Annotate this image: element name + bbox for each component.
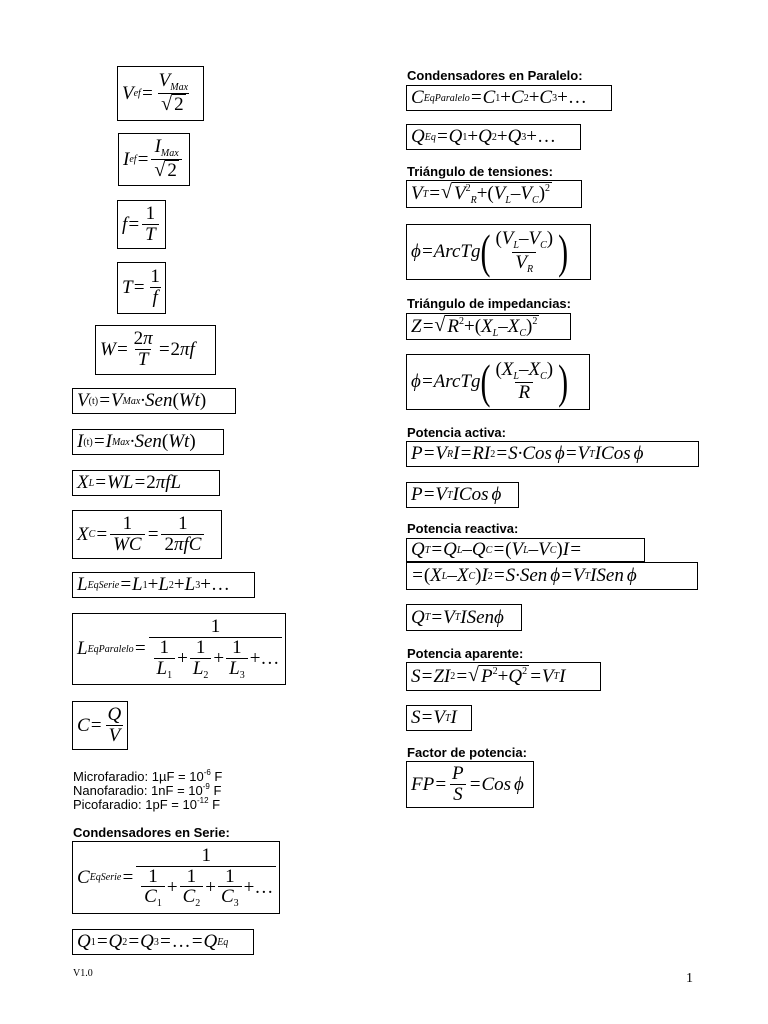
formula-p: P=V R I=RI 2 =S·Cos ϕ=V T ICos ϕ bbox=[406, 441, 699, 467]
formula-vt: V (t) =V Max ·Sen ( Wt ) bbox=[72, 388, 236, 414]
formula-capacitance: C= $\frac{Q}{V}$ bbox=[72, 701, 128, 750]
unit-note-nano: Nanofaradio: $1nF = 10^{-9}$ F bbox=[73, 782, 222, 798]
formula-phi-impedancias: ϕ=ArcTg ( $\frac{(X_L-X_C)}{R}$ ) bbox=[406, 354, 590, 410]
formula-s: S=ZI 2 = √ $P^2+Q^2$ =V T I bbox=[406, 662, 601, 691]
formula-q-serie: Q 1 =Q 2 =Q 3 = … =Q Eq bbox=[72, 929, 254, 955]
version-label: V1.0 bbox=[73, 968, 93, 979]
formula-it: I (t) =I Max ·Sen ( Wt ) bbox=[72, 429, 224, 455]
formula-fp: FP= $\frac{P}{S}$ =Cos ϕ bbox=[406, 761, 534, 808]
unit-note-pico: Picofaradio: $1pF = 10^{-12}$ F bbox=[73, 796, 221, 812]
unit-note-micro: Microfaradio: $1\mu F = 10^{-6}$ F bbox=[73, 768, 223, 784]
heading-impedancias: Triángulo de impedancias: bbox=[407, 296, 571, 311]
heading-serie: Condensadores en Serie: bbox=[73, 825, 230, 840]
formula-l-paralelo: L EqParalelo = 1 $\frac{1}{L_1}$ + $\frac{1}{L_2}$ + $\frac{1}{L_3}$ +… bbox=[72, 613, 286, 685]
formula-q-line1: Q T =Q L – Q C = ( V L – V C ) I= bbox=[406, 538, 645, 562]
formula-q-line2: = ( X L – X C ) I 2 =S·Sen ϕ=V T ISen ϕ bbox=[406, 562, 698, 590]
formula-period: T= $\frac{1}{f}$ bbox=[117, 262, 166, 314]
heading-activa: Potencia activa: bbox=[407, 425, 506, 440]
formula-z: Z= √ $R^2+(X_L-X_C)^2$ bbox=[406, 313, 571, 340]
formula-l-serie: L EqSerie =L 1 + L 2 + L 3 +… bbox=[72, 572, 255, 598]
formula-q-short: Q T =V T ISenϕ bbox=[406, 604, 522, 631]
formula-xl: X L =WL= 2 πfL bbox=[72, 470, 220, 496]
formula-frequency: f= $\frac{1}{T}$ bbox=[117, 200, 166, 249]
formula-vef: V ef = $V_{Max}$ √ 2 bbox=[117, 66, 204, 121]
page-number: 1 bbox=[686, 971, 693, 986]
formula-s-short: S=V T I bbox=[406, 705, 472, 731]
formula-p-short: P=V T ICos ϕ bbox=[406, 482, 519, 508]
formula-ief: I ef = $I_{Max}$ √ 2 bbox=[118, 133, 190, 186]
formula-vt-triangle: V T = √ $V^2_R+(V_L-V_C)^2$ bbox=[406, 180, 582, 208]
heading-aparente: Potencia aparente: bbox=[407, 646, 524, 661]
heading-factor: Factor de potencia: bbox=[407, 745, 527, 760]
heading-paralelo: Condensadores en Paralelo: bbox=[407, 68, 583, 83]
formula-c-serie: C EqSerie = 1 $\frac{1}{C_1}$ + $\frac{1}{C_2}$ + $\frac{1}{C_3}$ +… bbox=[72, 841, 280, 914]
formula-xc: X C = $\frac{1}{WC}$ = $\frac{1}{\text{2πfC}}$ bbox=[72, 510, 222, 559]
formula-phi-tensiones: ϕ=ArcTg ( $\frac{(V_L-V_C)}{V_R}$ ) bbox=[406, 224, 591, 280]
heading-tensiones: Triángulo de tensiones: bbox=[407, 164, 553, 179]
formula-q-paralelo: Q Eq =Q 1 + Q 2 + Q 3 +… bbox=[406, 124, 581, 150]
heading-reactiva: Potencia reactiva: bbox=[407, 521, 519, 536]
formula-c-paralelo: C EqParalelo =C 1 + C 2 + C 3 +… bbox=[406, 85, 612, 111]
formula-angular-frequency: W= $\frac{2\pi}{T}$ = 2 πf bbox=[95, 325, 216, 375]
